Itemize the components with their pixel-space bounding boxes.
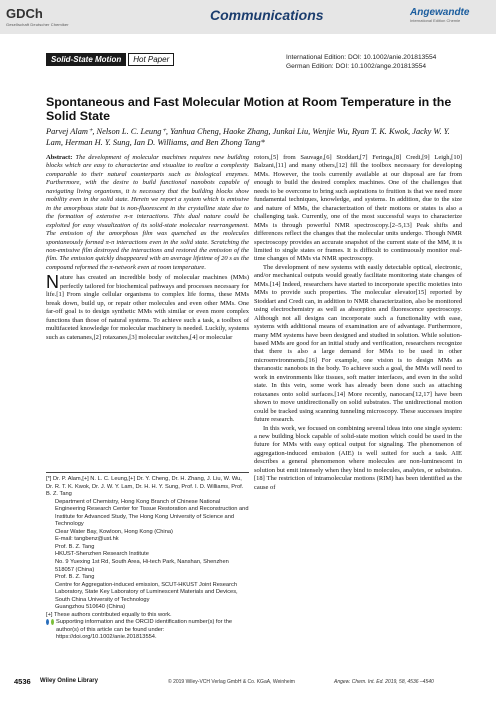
body-paragraph: In this work, we focused on combining several ideas into one single system: a new building block capable of solid-state motion which could be used in the future for MMs with easy optical output for signaling. The phenomenon of aggregation-induced emission (AIE) is well suited for such a task. AIE describes a general phenomenon where molecules are non-luminescent in solution but emit intensely when they bind to molecules, analytes, or substrates.[18] The restriction of intramolecular motions (RIM) has been identified as the cause of [254,424,462,491]
publisher-subtitle: Gesellschaft Deutscher Chemiker [6,22,69,27]
journal-logo-text: Angewandte [410,7,470,18]
doi-international[interactable]: International Edition: DOI: 10.1002/anie.201813554 [286,54,437,61]
author-list: Parvej Alam⁺, Nelson L. C. Leung⁺, Yanhua Cheng, Haoke Zhang, Junkai Liu, Wenjie Wu, Ryan T. K. Kwok, Jacky W. Y. Lam, Herman H. Y. Sung, Ian D. Williams, and Ben Zhong Tang* [46,127,450,147]
page-number: 4536 [14,677,31,686]
footnote-equal-contribution: [+] These authors contributed equally to this work. [46,611,172,618]
supporting-info-text[interactable]: Supporting information and the ORCID identification number(s) for the author(s) of this article can be found under: https://doi.org/10.1002/anie.201813554. [55,619,233,641]
section-title: Communications [210,7,324,23]
article-tags [46,53,174,66]
left-column [46,154,249,342]
footnote-divider [46,472,249,473]
doi-german[interactable]: German Edition: DOI: 10.1002/ange.201813554 [286,63,427,70]
copyright: © 2019 Wiley-VCH Verlag GmbH & Co. KGaA, Weinheim [168,679,295,685]
orcid-icon [51,619,54,625]
article-title: Spontaneous and Fast Molecular Motion at Room Temperature in the Solid State [46,95,452,123]
abstract-label: Abstract: [46,154,73,161]
journal-logo-sub: International Edition Chemie [410,18,461,23]
footnote-affiliation: HKUST-Shenzhen Research Institute [55,551,149,558]
body-paragraph: rotors,[5] from Sauvage,[6] Stoddart,[7] Feringa,[8] Credi,[9] Leigh,[10] Balzani,[11] and many others,[12] fill the toolbox necessary for developing MMs. However, the tools currently available at our disposal are far from enough to build the desired complex machines. One of the challenges that needs to be overcome to bring such aspirations to fruition is that we need more fundamental techniques, knowledge, and systems. In addition, due to the size and nature of MMs, the characterization of their motions or states is also a challenging task. Currently, one of the most successful ways to characterize MMs is through powerful NMR spectroscopy.[2–5,13] Peak shifts and differences reflect the changes that the molecular units undergo. Though NMR spectroscopy provides an accurate snapshot of the current state of the MM, it is limited to single states or frames. It is difficult to continuously monitor real-time changes of MMs via NMR spectroscopy. [254,154,462,263]
category-tag: Solid-State Motion [46,53,126,66]
intro-text: ature has created an incredible body of molecular machines (MMs) perfectly tailored for biochemical pathways and processes necessary for life.[1] From single cellular organisms to complex life forms, these MMs break down, build up, or repair other molecules and even other MMs. One far-off goal is to design synthetic MMs with similar or even more complex functions than those of natural systems. To achieve such a task, a toolbox of multifaceted knowledge for molecular machinery is needed. Luckily, systems such as catenanes,[2] rotaxanes,[3] molecular switches,[4] or molecular [46,274,249,341]
page-footer [0,676,496,690]
footnote-affiliation: Department of Chemistry, Hong Kong Branch of Chinese National Engineering Research Center for Tissue Restoration and Reconstruction and Institute for Advanced Study, The Hong Kong University of Science and Technology [55,498,249,528]
abstract-text: The development of molecular machines requires new building blocks which are easy to characterize and visualize to realize a complexity comparable to their natural counterparts such as biological enzymes. Furthermore, with the desire to build functional nanobots capable of navigating living organisms, it is necessary that the building blocks show mobility even in the solid state. Herein we report a system which is emissive in the amorphous state but is non-fluorescent in the crystalline state due to the formation of extensive π-π interactions. This dual nature could be exploited for easy visualization of its solid-state molecular rearrangement. The emission of the amorphous film was quenched as the molecules spontaneously formed π-π interactions even in the solid state. Scratching the non-emissive film destroyed the interactions and restored the emission of the film. The emission quickly disappeared with an average lifetime of 20 s as the compound reformed the π-network even at room temperature. [46,154,249,271]
affiliations-footnotes [46,476,249,642]
supporting-info-icon [46,619,49,625]
abstract [46,154,249,272]
footnote-supporting-info [46,619,249,642]
citation: Angew. Chem. Int. Ed. 2019, 58, 4536 –4540 [334,679,434,685]
header-bar [0,0,496,34]
hot-paper-tag: Hot Paper [128,53,174,66]
intro-paragraph [46,274,249,342]
footnote-address: Clear Water Bay, Kowloon, Hong Kong (China) [55,528,173,535]
publisher-logo: GDCh [6,6,43,21]
wiley-logo[interactable]: Wiley Online Library [40,678,98,684]
drop-cap: N [46,272,59,293]
footnote-author: Prof. B. Z. Tang [55,543,95,550]
footnote-author: Prof. B. Z. Tang [55,574,95,581]
body-paragraph: The development of new systems with easily detectable optical, electronic, and/or mechanical outputs would greatly facilitate monitoring state changes of MMs.[14] Indeed, researchers have started to incorporate specific moieties into MMs to provide such properties. The molecular elevator[15] reported by Stoddart and Credi can, in addition to NMR characterization, also be monitored using electrochemistry as well as absorption and fluorescence spectroscopy. Although not all designs can incorporate such a functionality with ease, systems with additional means of examination are of advantage. Furthermore, many MM systems have been designed and studied in solution. While solution-based MMs are good for an initial study and verification, researchers recognize that there is also a large demand for MMs to be used in other microenvironments.[16] For example, one vision is to design MMs as theranostic nanobots in the body. To achieve such a goal, the MMs will need to work in environments like tissues, soft matter interfaces, and even in the solid state. In this vein, some work has already been done such as attaching rotaxanes onto solid surfaces.[14] More recently, nanocars[12,17] have been shown to move unidirectionally on solid substrates. The unidirectional motion could be tracked using scanning tunneling microscopy. These successes inspire future research. [254,263,462,424]
footnote-affiliation: Centre for Aggregation-induced emission, SCUT-HKUST Joint Research Laboratory, State Key Laboratory of Luminescent Materials and Devices, South China University of Technology [55,581,238,603]
footnote-authors: [*] Dr. P. Alam,[+] N. L. C. Leung,[+] Dr. Y. Cheng, Dr. H. Zhang, J. Liu, W. Wu, Dr. R. T. K. Kwok, Dr. J. W. Y. Lam, Dr. H. H. Y. Sung, Prof. I. D. Williams, Prof. B. Z. Tang [46,476,244,498]
journal-logo [410,8,490,24]
footnote-address: No. 9 Yuexing 1st Rd, South Area, Hi-tech Park, Nanshan, Shenzhen 518057 (China) [55,559,229,573]
right-column [254,154,462,492]
footnote-email[interactable]: E-mail: tangbenz@ust.hk [55,536,119,543]
footnote-address: Guangzhou 510640 (China) [55,604,126,611]
